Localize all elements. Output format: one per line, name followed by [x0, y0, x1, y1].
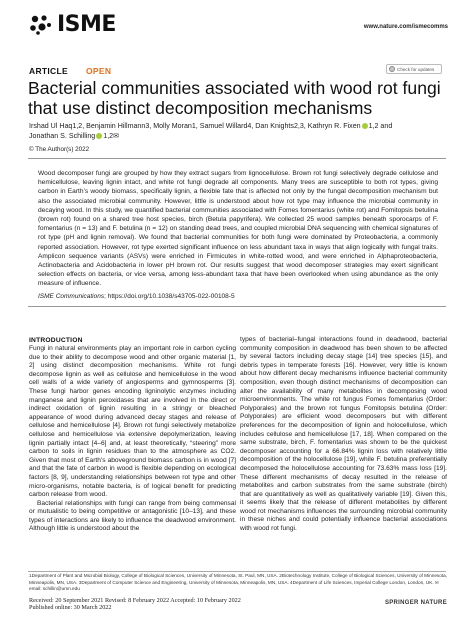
footnote-divider	[28, 571, 446, 572]
body-column-right	[240, 336, 447, 534]
copyright-notice: © The Author(s) 2022	[29, 146, 90, 153]
journal-logo	[27, 12, 116, 36]
journal-name: ISME Communications	[38, 293, 105, 300]
logo-text: ISME	[57, 11, 116, 37]
update-icon	[389, 66, 395, 72]
divider	[28, 306, 446, 307]
authors-line-1[interactable]: Irshad Ul Haq1,2, Benjamin Hillmann3, Molly Moran1, Samuel Willard4, Dan Knights2,3, Kathryn R. Fixen	[29, 122, 361, 130]
paragraph: types of bacterial–fungal interactions found in deadwood, bacterial community composition in deadwood has been shown to be affected by several factors including decay stage [14] tree species [15], and debris types in temperate forests [16]. However, very little is known about how different decay mechanisms influence bacterial community composition, even though distinct mechanisms of decomposition can alter the availability of many metabolites in decomposing wood microenvironments. The white rot fungus Fomes fomentarius (Order: Polyporales) and the brown rot fungus Fomitopsis betulina (Order: Polyporales) are efficient wood decomposers but with different preferences for the decomposition of lignin and holocellulose, which includes cellulose and hemicellulose [17, 18]. When compared on the same substrate, birch, F. fomentarius was shown to be the quickest decomposer accounting for a 66.84% lignin loss with relatively little decomposition of the holocellulose [19], while F. betulina preferentially decomposed the holocellulose accounting for 73.63% mass loss [19]. These different mechanisms of decay resulted in the release of metabolites and carbon substrates from the same substrate (birch) that are quantitatively as well as qualitatively variable [19]. Given this, it seems likely that the release of different metabolites by different wood rot mechanisms influences the surrounding microbial community in these niches and could potentially influence bacterial associations with wood rot fungi.	[240, 336, 447, 533]
check-for-updates-button[interactable]	[386, 64, 442, 74]
orcid-icon[interactable]	[362, 123, 368, 129]
citation-line	[38, 293, 235, 300]
isme-logo-icon	[27, 12, 53, 36]
received-dates: Received: 20 September 2021 Revised: 8 February 2022 Accepted: 10 February 2022	[29, 597, 241, 604]
authors-line-1-tail: 1,2 and	[368, 122, 393, 130]
open-access-label: OPEN	[86, 66, 112, 76]
published-date: Published online: 30 March 2022	[29, 604, 112, 612]
affiliations: 1Department of Plant and Microbial Biology, College of Biological Sciences, University of Minnesota, St. Paul, MN, USA. 2Biotechnology Institute, College of Biological Sciences, University of Minnesota, Minneapolis, MN, USA. 3Department of Computer Science and Engineering, University of Minnesota, Minneapolis, MN, USA. 4Department of Life Sciences, Imperial College London, London, UK. ✉email: schillin@umn.edu	[29, 573, 448, 592]
author-list	[29, 121, 449, 141]
paragraph: Bacterial relationships with fungi can range from being commensal or mutualistic to being competitive or antagonistic [10–13], and these types of interactions are likely to influence the deadwood environment. Although little is understood about the	[29, 499, 236, 533]
section-heading: INTRODUCTION	[29, 337, 83, 344]
divider	[28, 158, 446, 159]
doi-link[interactable]: ; https://doi.org/10.1038/s43705-022-00108-5	[104, 293, 235, 300]
publication-dates	[29, 597, 241, 612]
abstract-text: Wood decomposer fungi are grouped by how they extract sugars from lignocellulose. Brown rot fungi selectively degrade cellulose and hemicellulose, leaving lignin intact, and white rot fungi degrade all components. Many trees are susceptible to both rot types, giving carbon in Earth’s woody biomass, specifically lignin, a flexible fate that is affected not only by the fungal decomposition mechanism but also the associated microbial community. However, little is understood about how rot type may influence the microbial community in decaying wood. In this study, we quantified bacterial communities associated with Fomes fomentarius (white rot) and Fomitopsis betulina (brown rot) found on a shared tree host species, birch (Betula papyrifera). We collected 25 wood samples beneath sporocarps of F. fomentarius (n = 13) and F. betulina (n = 12) on standing dead trees, and coupled microbial DNA sequencing with chemical signatures of rot type (pH and lignin removal). We found that bacterial communities for both fungi were dominated by Proteobacteria, a commonly reported association. However, rot type exerted significant influence on less abundant taxa in ways that align logically with fungal traits. Amplicon sequence variants (ASVs) were enriched in Firmicutes in white-rotted wood, and were enriched in Alphaproteobacteria, Actinobacteria and Acidobacteria in lower pH brown rot. Our results suggest that wood decomposer strategies may exert significant selection effects on bacteria, or vice versa, among less-abundant taxa that have been overlooked when using abundance as the only measure of influence.	[38, 170, 438, 288]
authors-line-2-tail: 1,2✉	[103, 132, 120, 140]
orcid-icon[interactable]	[96, 133, 102, 139]
paragraph: Fungi in natural environments play an important role in carbon cycling due to their ability to decompose wood and other organic material [1, 2] using distinct decomposition mechanisms. White rot fungi decompose lignin as well as cellulose and hemicellulose in the wood cell walls of a wide variety of angiosperms and gymnosperms [3]. These fungi harbor genes encoding ligninolytic enzymes including manganese and lignin peroxidases that are involved in the direct or indirect oxidation of lignin resulting in a stringy or bleached appearance of wood during advanced decay stages and release of cellulose and hemicellulose [4]. Brown rot fungi selectively metabolize cellulose and hemicellulose via extensive depolymerization, leaving lignin partially intact [4–6] and, at least theoretically, “steering” more carbon to soils in lignin residues than to the atmosphere as CO2. Given that most of Earth’s aboveground biomass carbon is in wood [7] and that the fate of carbon in wood is flexible depending on ecological factors [8, 9], understanding relationships between rot type and other micro-organisms, notable bacteria, is of logical benefit for predicting carbon release from wood.	[29, 345, 236, 499]
authors-line-2[interactable]: Jonathan S. Schilling	[29, 132, 96, 140]
body-column-left	[29, 345, 236, 534]
journal-url[interactable]: www.nature.com/ismecomms	[363, 24, 448, 30]
check-updates-label: Check for updates	[397, 66, 435, 72]
publisher-logo: SPRINGER NATURE	[384, 600, 447, 606]
article-title: Bacterial communities associated with wood rot fungi that use distinct decomposition mechanisms	[28, 78, 441, 118]
article-type-label: ARTICLE	[29, 66, 68, 76]
